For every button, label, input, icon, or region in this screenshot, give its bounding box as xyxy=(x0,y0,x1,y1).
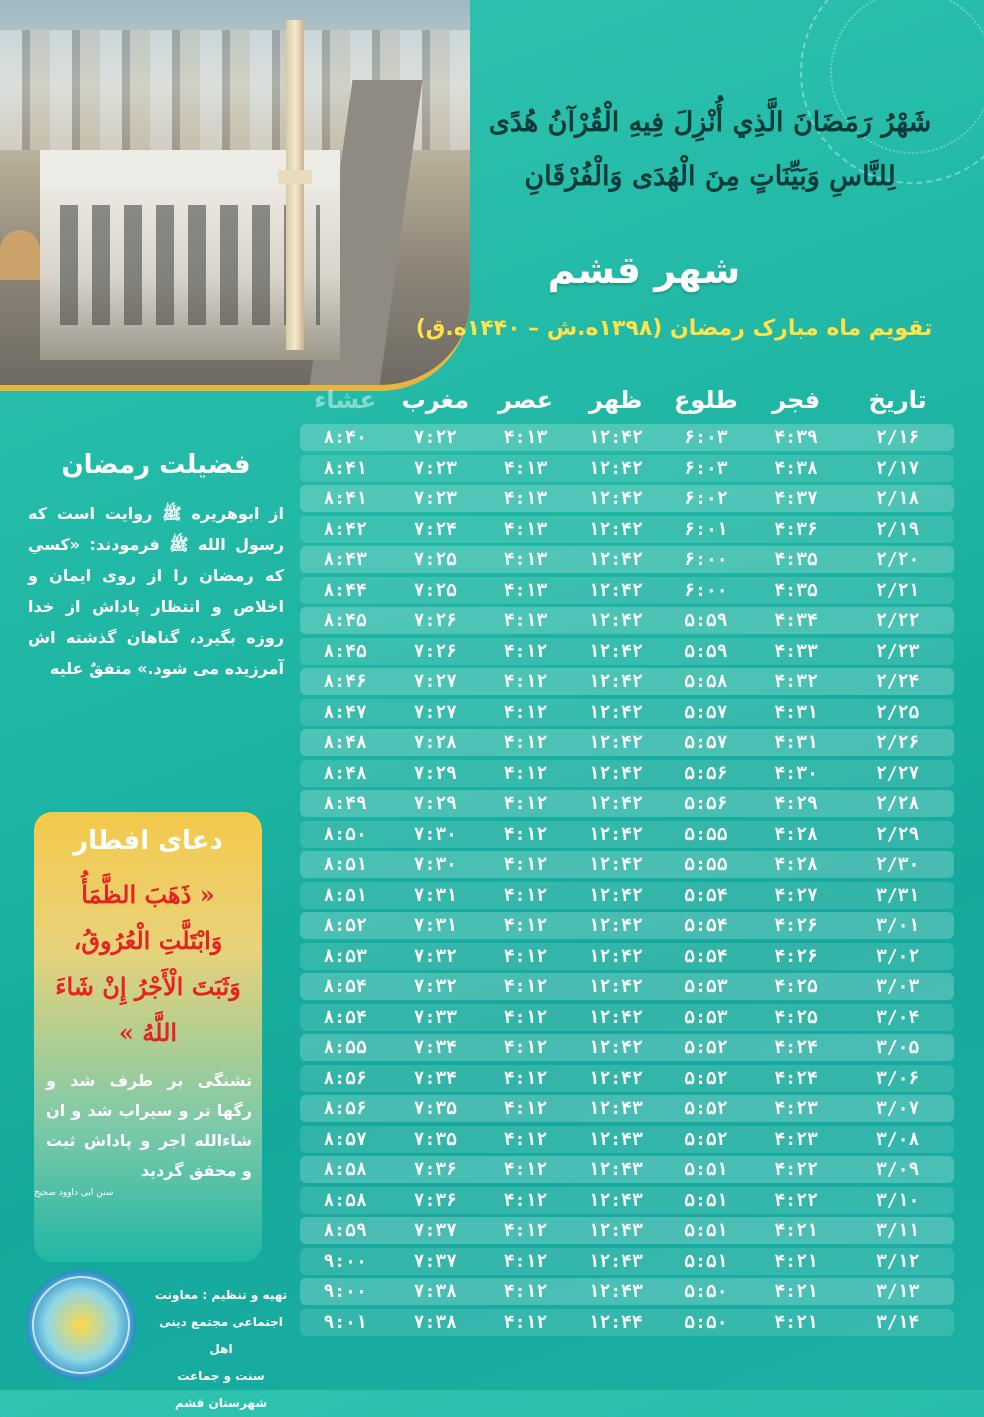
table-cell: ۴:۱۲ xyxy=(503,823,548,845)
table-cell: ۳/۱۴ xyxy=(875,1311,920,1333)
table-cell: ۳/۰۴ xyxy=(875,1006,920,1028)
table-cell: ۴:۳۵ xyxy=(774,579,818,601)
table-row xyxy=(300,821,954,848)
table-cell: ۴:۱۲ xyxy=(503,671,548,692)
table-cell: ۷:۳۱ xyxy=(413,915,457,936)
table-cell: ۲/۲۱ xyxy=(875,579,920,601)
table-cell: ۵:۵۷ xyxy=(684,732,728,753)
table-row xyxy=(300,1248,954,1275)
table-row xyxy=(300,729,954,756)
table-row xyxy=(300,546,954,573)
table-cell: ۱۲:۴۳ xyxy=(588,1159,643,1180)
table-cell: ۴:۱۲ xyxy=(503,1128,548,1150)
table-cell: ۴:۱۲ xyxy=(503,1189,548,1211)
table-cell: ۷:۳۰ xyxy=(413,854,457,875)
table-cell: ۵:۵۶ xyxy=(684,793,728,814)
table-cell: ۷:۳۸ xyxy=(413,1311,457,1333)
table-cell: ۲/۲۵ xyxy=(875,701,920,723)
table-cell: ۷:۲۵ xyxy=(413,549,457,570)
table-row xyxy=(300,699,954,726)
table-cell: ۴:۱۲ xyxy=(503,1311,548,1333)
column-header: تاریخ xyxy=(868,386,927,414)
table-row xyxy=(300,1278,954,1305)
table-cell: ۴:۱۳ xyxy=(503,427,548,448)
table-cell: ۳/۱۲ xyxy=(875,1250,920,1272)
table-cell: ۹:۰۱ xyxy=(323,1311,367,1333)
table-cell: ۴:۲۶ xyxy=(774,915,818,936)
table-cell: ۷:۲۳ xyxy=(413,488,457,509)
table-cell: ۴:۱۲ xyxy=(503,732,548,753)
table-row xyxy=(300,760,954,787)
table-cell: ۸:۵۱ xyxy=(323,884,367,906)
table-cell: ۴:۳۴ xyxy=(774,610,818,631)
table-row xyxy=(300,912,954,939)
table-cell: ۷:۲۷ xyxy=(413,701,457,723)
table-cell: ۴:۲۸ xyxy=(774,823,818,845)
table-row xyxy=(300,1034,954,1061)
table-cell: ۴:۲۶ xyxy=(774,945,818,967)
table-cell: ۸:۵۹ xyxy=(323,1220,367,1241)
table-cell: ۴:۱۲ xyxy=(503,701,548,723)
table-cell: ۵:۵۸ xyxy=(684,671,728,692)
table-cell: ۲/۱۶ xyxy=(875,427,920,448)
table-cell: ۴:۱۲ xyxy=(503,854,548,875)
credit-line-3: سنت و جماعت شهرستان قشم xyxy=(174,1369,268,1410)
table-row xyxy=(300,790,954,817)
table-cell: ۵:۵۹ xyxy=(684,640,728,662)
table-cell: ۱۲:۴۲ xyxy=(588,762,643,784)
table-cell: ۳/۰۷ xyxy=(875,1098,920,1119)
table-cell: ۱۲:۴۲ xyxy=(588,640,643,662)
table-cell: ۸:۵۴ xyxy=(323,1006,367,1028)
table-cell: ۸:۴۸ xyxy=(323,762,367,784)
table-cell: ۴:۳۶ xyxy=(774,518,818,540)
minaret xyxy=(286,20,304,350)
table-cell: ۴:۲۳ xyxy=(774,1098,818,1119)
table-cell: ۵:۵۰ xyxy=(684,1281,728,1302)
table-cell: ۶:۰۰ xyxy=(684,579,728,601)
table-cell: ۳/۰۱ xyxy=(875,915,920,936)
table-cell: ۳/۳۱ xyxy=(875,884,920,906)
table-cell: ۷:۲۲ xyxy=(413,427,457,448)
table-cell: ۱۲:۴۲ xyxy=(588,579,643,601)
city-title: شهر قشم xyxy=(547,248,741,292)
table-cell: ۷:۲۹ xyxy=(413,793,457,814)
table-cell: ۱۲:۴۳ xyxy=(588,1189,643,1211)
table-cell: ۷:۳۰ xyxy=(413,823,457,845)
table-cell: ۱۲:۴۲ xyxy=(588,671,643,692)
table-cell: ۴:۲۱ xyxy=(774,1281,818,1302)
table-cell: ۶:۰۳ xyxy=(684,457,728,479)
table-cell: ۷:۳۸ xyxy=(413,1281,457,1302)
table-cell: ۵:۵۹ xyxy=(684,610,728,631)
table-cell: ۸:۴۵ xyxy=(323,610,367,631)
table-cell: ۱۲:۴۴ xyxy=(588,1311,643,1333)
table-cell: ۴:۳۱ xyxy=(774,732,818,753)
table-cell: ۴:۱۲ xyxy=(503,1067,548,1089)
table-cell: ۲/۲۴ xyxy=(875,671,920,692)
table-cell: ۱۲:۴۲ xyxy=(588,457,643,479)
table-cell: ۴:۲۲ xyxy=(774,1189,818,1211)
table-cell: ۱۲:۴۲ xyxy=(588,732,643,753)
table-cell: ۳/۰۲ xyxy=(875,945,920,967)
mosque-windows xyxy=(60,205,320,325)
table-cell: ۴:۳۲ xyxy=(774,671,818,692)
table-cell: ۴:۲۹ xyxy=(774,793,818,814)
fazilat-section xyxy=(28,450,284,684)
table-row xyxy=(300,1095,954,1122)
table-cell: ۷:۲۶ xyxy=(413,640,457,662)
table-cell: ۴:۱۲ xyxy=(503,1159,548,1180)
quran-verse xyxy=(460,96,960,204)
table-cell: ۸:۵۴ xyxy=(323,976,367,997)
table-cell: ۱۲:۴۲ xyxy=(588,488,643,509)
table-cell: ۴:۱۲ xyxy=(503,915,548,936)
table-cell: ۴:۱۲ xyxy=(503,1220,548,1241)
credit-line-2: اجتماعی مجتمع دینی اهل xyxy=(159,1315,283,1356)
table-cell: ۸:۵۵ xyxy=(323,1037,367,1058)
table-cell: ۱۲:۴۲ xyxy=(588,945,643,967)
table-cell: ۸:۵۳ xyxy=(323,945,367,967)
column-header: مغرب xyxy=(401,386,470,414)
table-cell: ۷:۳۵ xyxy=(413,1098,457,1119)
table-row xyxy=(300,668,954,695)
table-cell: ۴:۳۷ xyxy=(774,488,818,509)
calendar-title: تقویم ماه مبارک رمضان (۱۳۹۸ه.ش – ۱۴۴۰ه.ق) xyxy=(415,316,933,341)
table-cell: ۷:۳۷ xyxy=(413,1220,457,1241)
table-cell: ۳/۰۳ xyxy=(875,976,920,997)
table-cell: ۸:۴۱ xyxy=(323,457,367,479)
table-cell: ۴:۱۳ xyxy=(503,457,548,479)
table-cell: ۴:۱۳ xyxy=(503,549,548,570)
table-cell: ۷:۳۶ xyxy=(413,1189,457,1211)
table-cell: ۴:۲۱ xyxy=(774,1220,818,1241)
table-cell: ۷:۳۳ xyxy=(413,1006,457,1028)
table-cell: ۸:۵۱ xyxy=(323,854,367,875)
logo-ring xyxy=(32,1276,130,1374)
table-cell: ۸:۴۴ xyxy=(323,579,367,601)
table-row xyxy=(300,424,954,451)
table-cell: ۴:۲۵ xyxy=(774,1006,818,1028)
table-cell: ۸:۵۷ xyxy=(323,1128,367,1150)
table-cell: ۵:۵۴ xyxy=(684,915,728,936)
table-cell: ۳/۰۵ xyxy=(875,1037,920,1058)
table-cell: ۲/۲۰ xyxy=(875,549,920,570)
organization-logo xyxy=(26,1270,136,1380)
table-cell: ۴:۱۲ xyxy=(503,1281,548,1302)
table-cell: ۷:۲۷ xyxy=(413,671,457,692)
table-cell: ۹:۰۰ xyxy=(323,1250,367,1272)
table-header xyxy=(300,376,954,424)
table-row xyxy=(300,1156,954,1183)
table-cell: ۴:۳۳ xyxy=(774,640,818,662)
table-cell: ۲/۲۲ xyxy=(875,610,920,631)
table-row xyxy=(300,1187,954,1214)
table-cell: ۷:۲۹ xyxy=(413,762,457,784)
table-cell: ۲/۲۸ xyxy=(875,793,920,814)
table-cell: ۵:۵۵ xyxy=(684,823,728,845)
table-cell: ۵:۵۰ xyxy=(684,1311,728,1333)
table-cell: ۸:۴۷ xyxy=(323,701,367,723)
table-row xyxy=(300,1126,954,1153)
table-cell: ۳/۰۸ xyxy=(875,1128,920,1150)
table-cell: ۷:۳۲ xyxy=(413,976,457,997)
table-cell: ۷:۲۵ xyxy=(413,579,457,601)
table-body xyxy=(300,424,954,1336)
table-cell: ۷:۳۴ xyxy=(413,1067,457,1089)
table-cell: ۸:۴۱ xyxy=(323,488,367,509)
table-cell: ۷:۳۵ xyxy=(413,1128,457,1150)
table-cell: ۴:۱۲ xyxy=(503,1037,548,1058)
table-cell: ۷:۳۱ xyxy=(413,884,457,906)
table-cell: ۵:۵۱ xyxy=(684,1220,728,1241)
table-cell: ۴:۲۱ xyxy=(774,1250,818,1272)
table-row xyxy=(300,516,954,543)
table-cell: ۳/۱۱ xyxy=(875,1220,920,1241)
table-cell: ۵:۵۱ xyxy=(684,1250,728,1272)
table-cell: ۱۲:۴۳ xyxy=(588,1098,643,1119)
table-cell: ۳/۰۶ xyxy=(875,1067,920,1089)
table-row xyxy=(300,943,954,970)
table-cell: ۲/۱۸ xyxy=(875,488,920,509)
table-cell: ۲/۳۰ xyxy=(875,854,920,875)
table-cell: ۴:۲۷ xyxy=(774,884,818,906)
table-cell: ۸:۴۸ xyxy=(323,732,367,753)
table-cell: ۴:۱۲ xyxy=(503,884,548,906)
table-cell: ۵:۵۲ xyxy=(684,1098,728,1119)
table-cell: ۷:۳۴ xyxy=(413,1037,457,1058)
table-row xyxy=(300,1004,954,1031)
table-cell: ۱۲:۴۲ xyxy=(588,610,643,631)
table-cell: ۸:۵۶ xyxy=(323,1098,367,1119)
table-cell: ۶:۰۳ xyxy=(684,427,728,448)
iftar-dua-box xyxy=(34,812,262,1262)
table-row xyxy=(300,851,954,878)
table-row xyxy=(300,577,954,604)
table-row xyxy=(300,607,954,634)
table-cell: ۴:۳۵ xyxy=(774,549,818,570)
table-cell: ۴:۱۳ xyxy=(503,610,548,631)
table-cell: ۶:۰۰ xyxy=(684,549,728,570)
table-cell: ۴:۳۱ xyxy=(774,701,818,723)
column-header: ظهر xyxy=(589,386,643,414)
table-cell: ۱۲:۴۲ xyxy=(588,793,643,814)
table-cell: ۲/۲۶ xyxy=(875,732,920,753)
fazilat-text: از ابوهریره ﷺ روایت است که رسول الله ﷺ فرمودند: «کسي که رمضان را از روی ایمان و اخلاص و انتظار پاداش از خدا روزه بگیرد، گناهان گذشته اش آمرزیده می شود.» متفقٌ علیه xyxy=(28,504,284,678)
table-cell: ۴:۲۱ xyxy=(774,1311,818,1333)
table-cell: ۳/۱۳ xyxy=(875,1281,920,1302)
table-cell: ۴:۲۵ xyxy=(774,976,818,997)
table-cell: ۴:۱۲ xyxy=(503,762,548,784)
table-cell: ۴:۱۲ xyxy=(503,1098,548,1119)
table-cell: ۵:۵۳ xyxy=(684,976,728,997)
table-cell: ۱۲:۴۲ xyxy=(588,976,643,997)
dua-title: دعای افطار xyxy=(73,826,223,856)
table-cell: ۴:۳۰ xyxy=(774,762,818,784)
table-cell: ۱۲:۴۳ xyxy=(588,1220,643,1241)
table-row xyxy=(300,882,954,909)
table-cell: ۵:۵۲ xyxy=(684,1067,728,1089)
table-cell: ۵:۵۶ xyxy=(684,762,728,784)
table-cell: ۱۲:۴۲ xyxy=(588,1067,643,1089)
table-cell: ۳/۰۹ xyxy=(875,1159,920,1180)
table-cell: ۴:۲۸ xyxy=(774,854,818,875)
dua-source: سنن ابی داوود صحیح xyxy=(34,1188,114,1198)
table-cell: ۴:۱۲ xyxy=(503,1006,548,1028)
table-cell: ۸:۴۵ xyxy=(323,640,367,662)
table-cell: ۵:۵۱ xyxy=(684,1189,728,1211)
fazilat-title: فضیلت رمضان xyxy=(61,450,251,480)
table-row xyxy=(300,455,954,482)
table-cell: ۷:۳۲ xyxy=(413,945,457,967)
table-cell: ۱۲:۴۲ xyxy=(588,1006,643,1028)
table-cell: ۱۲:۴۳ xyxy=(588,1281,643,1302)
table-cell: ۹:۰۰ xyxy=(323,1281,367,1302)
table-cell: ۸:۴۹ xyxy=(323,793,367,814)
table-cell: ۵:۵۷ xyxy=(684,701,728,723)
table-cell: ۱۲:۴۲ xyxy=(588,915,643,936)
table-cell: ۱۲:۴۲ xyxy=(588,1037,643,1058)
table-cell: ۷:۲۴ xyxy=(413,518,457,540)
table-row xyxy=(300,973,954,1000)
table-cell: ۴:۱۲ xyxy=(503,976,548,997)
column-header: عشاء xyxy=(314,386,377,414)
table-cell: ۸:۵۰ xyxy=(323,823,367,845)
table-cell: ۴:۳۸ xyxy=(774,457,818,479)
table-cell: ۱۲:۴۲ xyxy=(588,701,643,723)
table-cell: ۲/۱۷ xyxy=(875,457,920,479)
table-cell: ۵:۵۵ xyxy=(684,854,728,875)
credit-line-1: تهیه و تنظیم : معاونت xyxy=(154,1288,288,1302)
table-cell: ۴:۱۲ xyxy=(503,1250,548,1272)
table-cell: ۲/۱۹ xyxy=(875,518,920,540)
table-row xyxy=(300,1217,954,1244)
table-cell: ۵:۵۱ xyxy=(684,1159,728,1180)
table-cell: ۵:۵۴ xyxy=(684,884,728,906)
dua-translation: تشنگی بر طرف شد و رگها تر و سیراب شد و ان شاءالله اجر و پاداش ثبت و محقق گردید xyxy=(46,1071,252,1180)
table-cell: ۴:۱۲ xyxy=(503,945,548,967)
table-cell: ۱۲:۴۲ xyxy=(588,518,643,540)
table-row xyxy=(300,1065,954,1092)
table-cell: ۶:۰۲ xyxy=(684,488,728,509)
quran-line-1: شَهْرُ رَمَضَانَ الَّذِي أُنْزِلَ فِيهِ الْقُرْآنُ هُدًى xyxy=(488,107,932,138)
dua-arabic: « ذَهَبَ الظَّمَأُ وَابْتَلَّتِ الْعُرُوقُ، وَثَبَتَ الْأَجْرُ إِنْ شَاءَ اللَّهُ » xyxy=(55,880,241,1047)
credit-text xyxy=(146,1282,296,1417)
dome xyxy=(0,230,40,280)
table-cell: ۱۲:۴۲ xyxy=(588,549,643,570)
table-cell: ۴:۲۴ xyxy=(774,1037,818,1058)
table-cell: ۷:۲۶ xyxy=(413,610,457,631)
quran-line-2: لِلنَّاسِ وَبَيِّنَاتٍ مِنَ الْهُدَى وَالْفُرْقَانِ xyxy=(524,161,896,192)
table-cell: ۴:۱۲ xyxy=(503,793,548,814)
table-cell: ۸:۵۲ xyxy=(323,915,367,936)
table-cell: ۴:۱۳ xyxy=(503,579,548,601)
table-cell: ۴:۲۲ xyxy=(774,1159,818,1180)
table-cell: ۱۲:۴۳ xyxy=(588,1250,643,1272)
table-cell: ۶:۰۱ xyxy=(684,518,728,540)
table-row xyxy=(300,1309,954,1336)
table-cell: ۱۲:۴۲ xyxy=(588,884,643,906)
column-header: عصر xyxy=(498,386,554,414)
table-cell: ۸:۵۸ xyxy=(323,1189,367,1211)
table-cell: ۸:۴۲ xyxy=(323,518,367,540)
table-cell: ۵:۵۲ xyxy=(684,1037,728,1058)
column-header: طلوع xyxy=(674,386,738,414)
table-cell: ۴:۳۹ xyxy=(774,427,818,448)
table-cell: ۵:۵۲ xyxy=(684,1128,728,1150)
table-cell: ۲/۲۳ xyxy=(875,640,920,662)
table-cell: ۴:۱۲ xyxy=(503,640,548,662)
table-cell: ۱۲:۴۲ xyxy=(588,854,643,875)
table-cell: ۵:۵۴ xyxy=(684,945,728,967)
table-cell: ۴:۱۳ xyxy=(503,488,548,509)
column-header: فجر xyxy=(772,386,821,414)
table-row xyxy=(300,485,954,512)
table-cell: ۸:۴۶ xyxy=(323,671,367,692)
table-cell: ۱۲:۴۳ xyxy=(588,1128,643,1150)
prayer-times-table xyxy=(300,376,954,1339)
table-cell: ۵:۵۳ xyxy=(684,1006,728,1028)
table-cell: ۴:۱۳ xyxy=(503,518,548,540)
table-cell: ۴:۲۳ xyxy=(774,1128,818,1150)
table-cell: ۱۲:۴۲ xyxy=(588,823,643,845)
table-cell: ۷:۳۷ xyxy=(413,1250,457,1272)
table-cell: ۴:۲۴ xyxy=(774,1067,818,1089)
table-cell: ۸:۴۰ xyxy=(323,427,367,448)
table-cell: ۱۲:۴۲ xyxy=(588,427,643,448)
table-cell: ۷:۲۳ xyxy=(413,457,457,479)
table-cell: ۲/۲۷ xyxy=(875,762,920,784)
table-cell: ۳/۱۰ xyxy=(875,1189,920,1211)
table-cell: ۲/۲۹ xyxy=(875,823,920,845)
table-cell: ۸:۵۸ xyxy=(323,1159,367,1180)
table-cell: ۸:۴۳ xyxy=(323,549,367,570)
table-cell: ۷:۲۸ xyxy=(413,732,457,753)
table-row xyxy=(300,638,954,665)
table-cell: ۸:۵۶ xyxy=(323,1067,367,1089)
table-cell: ۷:۳۶ xyxy=(413,1159,457,1180)
